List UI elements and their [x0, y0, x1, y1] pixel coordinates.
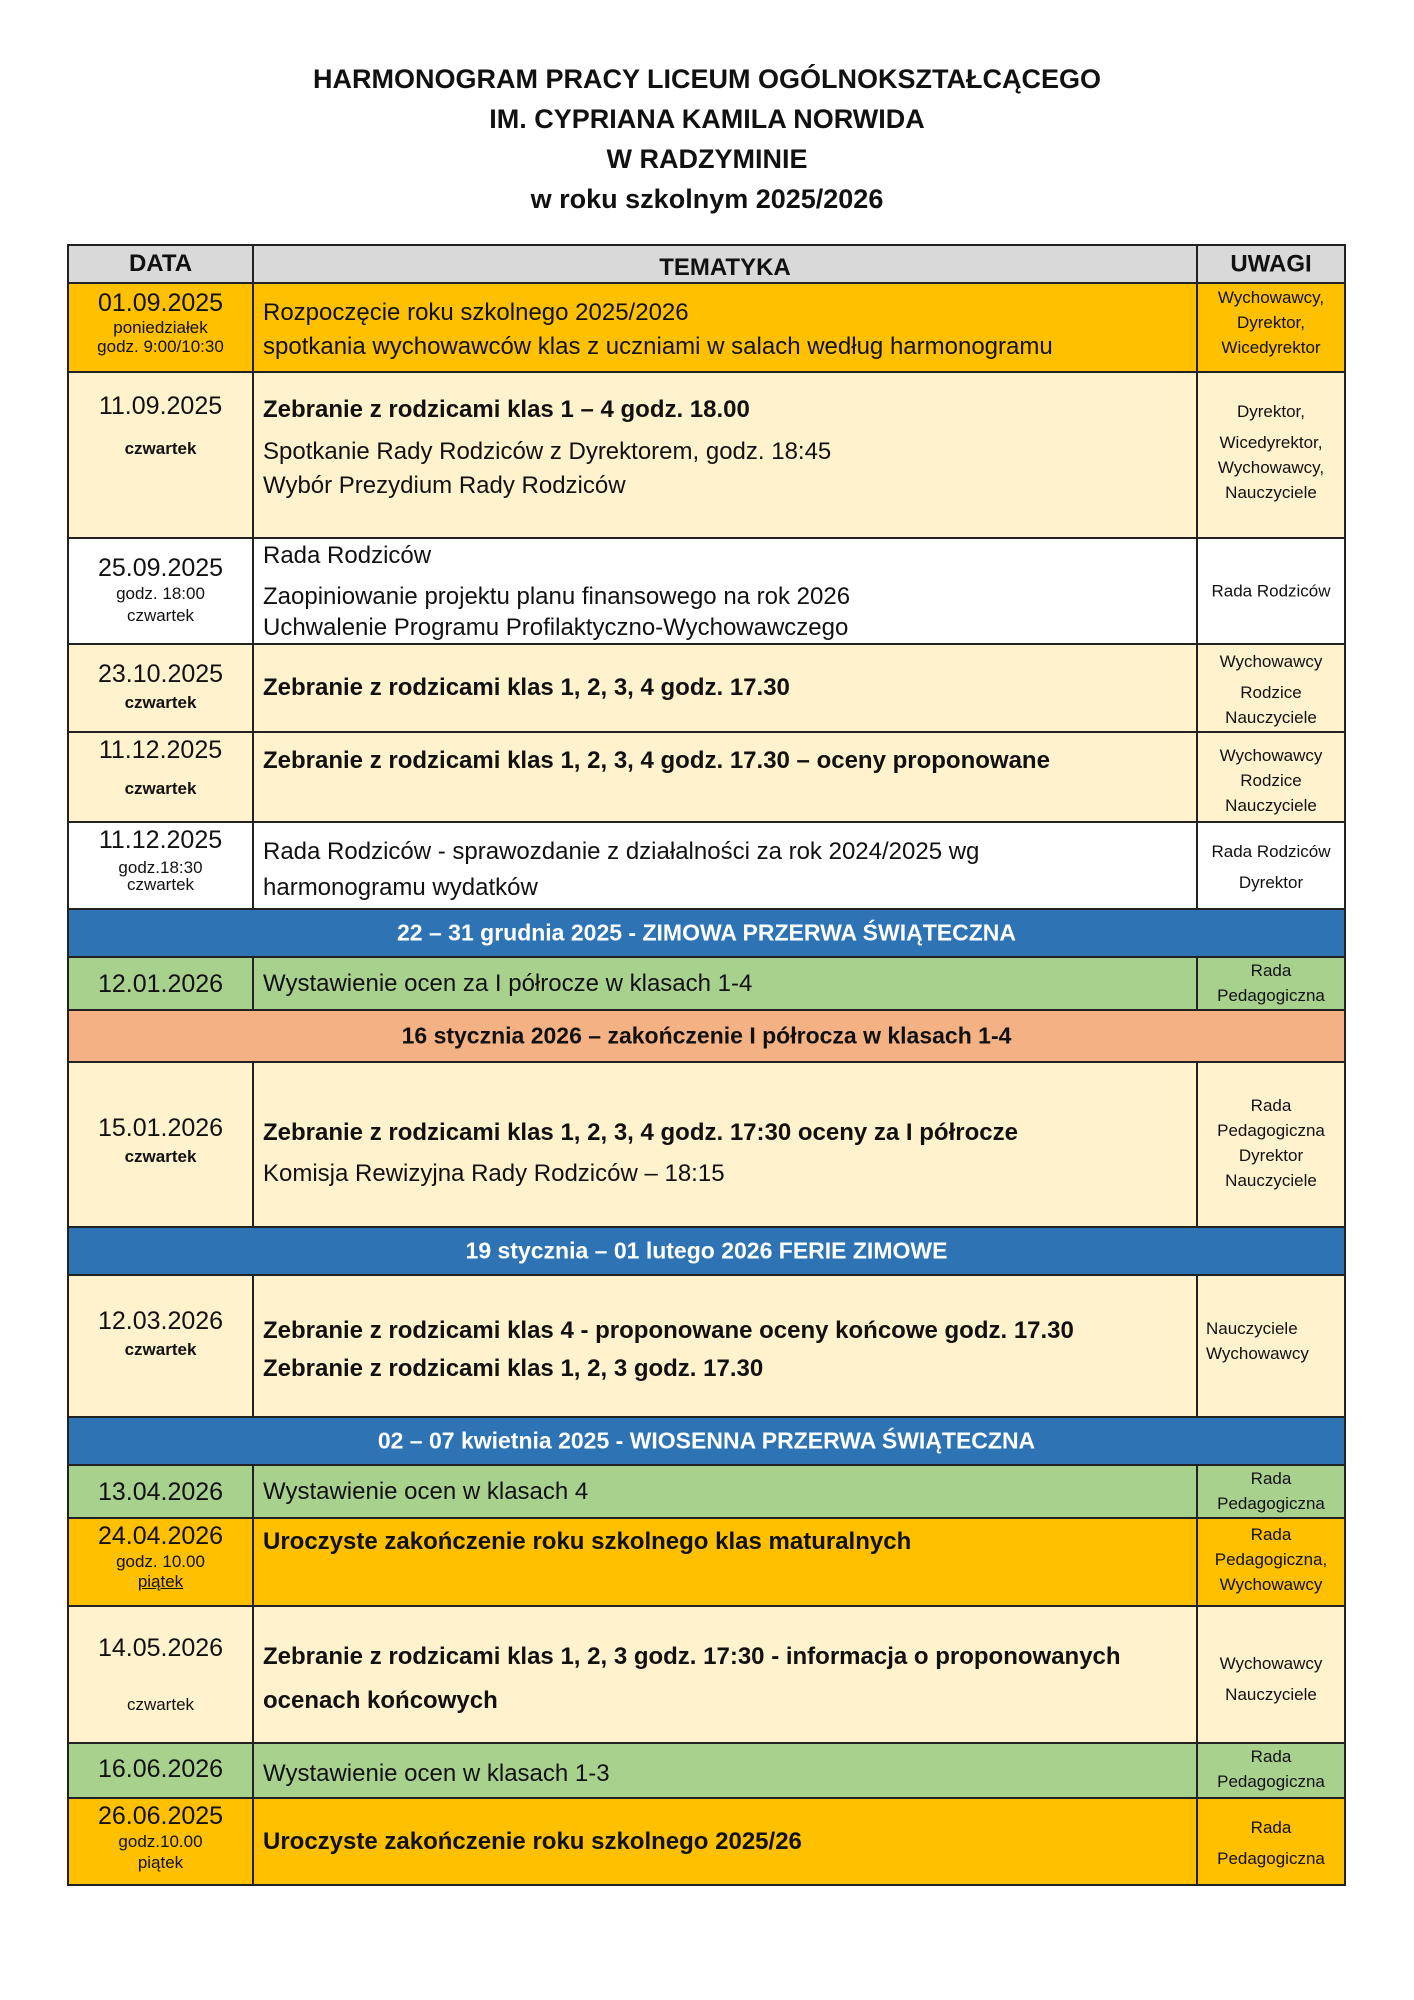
row-day: czwartek [126, 606, 195, 625]
row-topic: Zebranie z rodzicami klas 1, 2, 3, 4 godz. 17.30 – oceny proponowane [263, 747, 1050, 774]
row-date: 12.03.2026 [97, 1307, 224, 1335]
row-day: czwartek [126, 1695, 195, 1714]
row-date: 24.04.2026 [97, 1522, 224, 1550]
row-note: Rada [1250, 1525, 1292, 1544]
row-note: Nauczyciele [1225, 1685, 1317, 1704]
document-title-line-3: W RADZYMINIE [606, 144, 808, 174]
row-day: czwartek [124, 439, 197, 458]
document-title-line-2: IM. CYPRIANA KAMILA NORWIDA [489, 104, 925, 134]
banner-text: 02 – 07 kwietnia 2025 - WIOSENNA PRZERWA ŚWIĄTECZNA [377, 1427, 1036, 1454]
row-note: Wychowawcy [1219, 1654, 1323, 1673]
table-row [67, 539, 1346, 645]
row-topic: Zaopiniowanie projektu planu finansowego na rok 2026 [263, 583, 851, 610]
row-topic: harmonogramu wydatków [263, 874, 538, 901]
row-topic: Spotkanie Rady Rodziców z Dyrektorem, godz. 18:45 [263, 438, 832, 465]
row-note: Wicedyrektor [1221, 338, 1321, 357]
table-row [67, 284, 1346, 373]
row-time: godz. 18:00 [116, 584, 205, 603]
holiday-banner [67, 1418, 1346, 1466]
row-note: Rada Rodziców [1211, 842, 1331, 861]
row-topic: Zebranie z rodzicami klas 4 - proponowane oceny końcowe godz. 17.30 [263, 1317, 1074, 1344]
table-row [67, 645, 1346, 733]
row-note: Pedagogiczna [1217, 1772, 1325, 1791]
row-topic: Zebranie z rodzicami klas 1, 2, 3 godz. 17:30 - informacja o proponowanych [263, 1643, 1121, 1670]
row-note: Dyrektor [1238, 1146, 1304, 1165]
row-topic: Komisja Rewizyjna Rady Rodziców – 18:15 [263, 1160, 725, 1187]
row-day: czwartek [124, 779, 197, 798]
row-topic: Zebranie z rodzicami klas 1, 2, 3, 4 godz. 17.30 [263, 674, 790, 701]
table-row [67, 1744, 1346, 1799]
row-time: godz.18:30 [118, 858, 203, 877]
row-topic: Uroczyste zakończenie roku szkolnego klas maturalnych [263, 1528, 912, 1555]
row-note: Wychowawcy [1206, 1344, 1309, 1363]
row-topic: Zebranie z rodzicami klas 1 – 4 godz. 18.00 [263, 396, 750, 423]
row-topic: Wybór Prezydium Rady Rodziców [263, 472, 626, 499]
holiday-banner [67, 910, 1346, 958]
row-note: Wychowawcy, [1217, 458, 1325, 477]
row-note: Rada [1250, 1747, 1292, 1766]
row-note: Nauczyciele [1225, 708, 1317, 727]
table-row [67, 1466, 1346, 1519]
row-date: 14.05.2026 [97, 1634, 224, 1662]
row-day: poniedziałek [113, 318, 208, 337]
row-note: Nauczyciele [1225, 1171, 1317, 1190]
header-notes: UWAGI [1230, 250, 1312, 278]
semester-end-banner [67, 1011, 1346, 1063]
row-time: godz. 10.00 [116, 1552, 205, 1571]
table-row [67, 1519, 1346, 1607]
row-topic: Rozpoczęcie roku szkolnego 2025/2026 [263, 299, 689, 326]
row-time: godz. 9:00/10:30 [97, 337, 224, 356]
row-topic: Rada Rodziców - sprawozdanie z działalności za rok 2024/2025 wg [263, 838, 980, 865]
row-topic: Wystawienie ocen w klasach 1-3 [263, 1759, 610, 1787]
row-topic: Uroczyste zakończenie roku szkolnego 2025/26 [263, 1827, 802, 1855]
table-header [67, 244, 1346, 284]
row-date: 01.09.2025 [97, 289, 224, 317]
row-note: Pedagogiczna [1217, 1494, 1325, 1513]
row-note: Rada [1250, 1818, 1292, 1837]
document-title-line-4: w roku szkolnym 2025/2026 [530, 184, 884, 214]
row-note: Nauczyciele [1206, 1319, 1298, 1338]
row-note: Pedagogiczna [1217, 986, 1325, 1005]
row-topic: spotkania wychowawców klas z uczniami w salach według harmonogramu [263, 333, 1053, 360]
row-date: 11.12.2025 [98, 826, 223, 854]
table-row [67, 1607, 1346, 1744]
row-note: Wychowawcy [1219, 1575, 1323, 1594]
row-topic: ocenach końcowych [263, 1687, 498, 1714]
row-note: Rada [1250, 961, 1292, 980]
row-day: czwartek [124, 1340, 197, 1359]
table-row [67, 958, 1346, 1011]
header-topic: TEMATYKA [659, 253, 791, 281]
holiday-banner [67, 1228, 1346, 1276]
row-date: 12.01.2026 [97, 969, 224, 998]
row-note: Pedagogiczna [1217, 1849, 1325, 1868]
row-note: Dyrektor, [1236, 313, 1306, 332]
table-row [67, 1276, 1346, 1418]
row-day: czwartek [124, 693, 197, 712]
row-note: Rada [1250, 1096, 1292, 1115]
table-row [67, 373, 1346, 539]
row-date: 11.12.2025 [98, 736, 223, 764]
row-day: piątek [137, 1572, 184, 1591]
row-note: Pedagogiczna, [1214, 1550, 1328, 1569]
row-topic: Uchwalenie Programu Profilaktyczno-Wychowawczego [263, 614, 849, 641]
row-topic: Zebranie z rodzicami klas 1, 2, 3, 4 godz. 17:30 oceny za I półrocze [263, 1119, 1018, 1146]
header-date: DATA [128, 250, 193, 277]
row-topic: Zebranie z rodzicami klas 1, 2, 3 godz. 17.30 [263, 1355, 764, 1382]
row-date: 16.06.2026 [97, 1755, 224, 1783]
row-note: Wychowawcy, [1217, 288, 1325, 307]
row-note: Rada [1250, 1469, 1292, 1488]
row-note: Dyrektor, [1236, 402, 1306, 421]
banner-text: 16 stycznia 2026 – zakończenie I półrocza w klasach 1-4 [401, 1022, 1012, 1049]
row-date: 13.04.2026 [97, 1477, 224, 1506]
row-topic: Wystawienie ocen za I półrocze w klasach 1-4 [263, 969, 753, 997]
row-note: Wicedyrektor, [1219, 433, 1323, 452]
row-date: 15.01.2026 [97, 1114, 224, 1142]
document-title-line-1: HARMONOGRAM PRACY LICEUM OGÓLNOKSZTAŁCĄCEGO [313, 64, 1101, 94]
row-date: 23.10.2025 [97, 660, 224, 688]
row-note: Rada Rodziców [1211, 581, 1331, 601]
row-day: czwartek [126, 875, 195, 894]
row-time: godz.10.00 [118, 1832, 203, 1851]
row-day: piątek [137, 1853, 184, 1872]
table-row [67, 1063, 1346, 1228]
row-note: Dyrektor [1238, 873, 1304, 892]
row-date: 11.09.2025 [98, 392, 223, 420]
row-day: czwartek [124, 1147, 197, 1166]
row-date: 25.09.2025 [97, 554, 224, 582]
banner-text: 22 – 31 grudnia 2025 - ZIMOWA PRZERWA ŚWIĄTECZNA [397, 919, 1016, 946]
row-date: 26.06.2025 [97, 1802, 224, 1830]
row-note: Nauczyciele [1225, 796, 1317, 815]
table-row [67, 733, 1346, 823]
table-row [67, 1799, 1346, 1886]
row-topic: Rada Rodziców [263, 542, 432, 569]
row-topic: Wystawienie ocen w klasach 4 [263, 1477, 589, 1505]
row-note: Wychowawcy [1219, 746, 1323, 765]
row-note: Pedagogiczna [1217, 1121, 1325, 1140]
banner-text: 19 stycznia – 01 lutego 2026 FERIE ZIMOWE [465, 1237, 948, 1264]
table-row [67, 823, 1346, 910]
row-note: Wychowawcy [1219, 652, 1323, 671]
row-note: Rodzice [1240, 683, 1302, 702]
row-note: Rodzice [1240, 771, 1302, 790]
row-note: Nauczyciele [1225, 483, 1317, 502]
